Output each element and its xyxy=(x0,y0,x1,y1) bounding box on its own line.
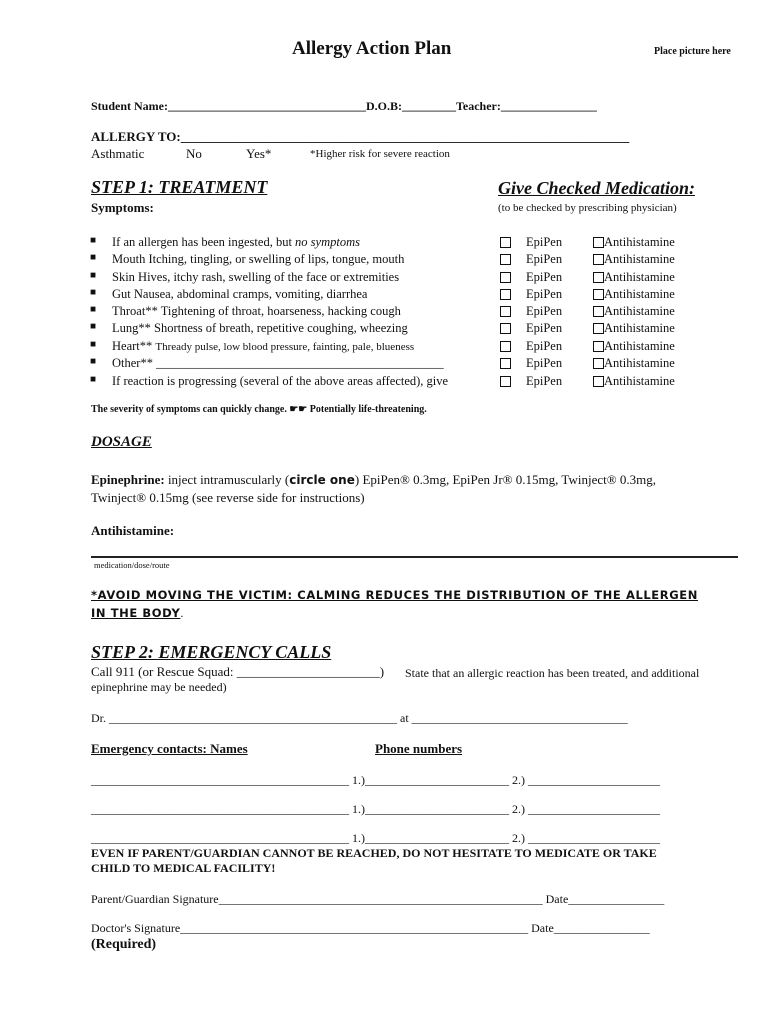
picture-placeholder: Place picture here xyxy=(654,46,731,57)
contact-row[interactable]: ___________________________________________ 1.)________________________ 2.) ______________________ xyxy=(91,831,660,845)
epinephrine-label: Epinephrine: xyxy=(91,472,165,487)
antihistamine-checkbox[interactable] xyxy=(593,358,604,369)
symptom-text: Mouth Itching, tingling, or swelling of lips, tongue, mouth xyxy=(112,252,405,266)
epipen-label: EpiPen xyxy=(526,235,563,249)
medicate-notice-2: CHILD TO MEDICAL FACILITY! xyxy=(91,861,276,875)
medicate-notice: EVEN IF PARENT/GUARDIAN CANNOT BE REACHED, DO NOT HESITATE TO MEDICATE OR TAKE xyxy=(91,846,657,860)
symptom-text: Throat** Tightening of throat, hoarseness, hacking cough xyxy=(112,304,401,318)
symptom-emphasis: no symptoms xyxy=(295,235,360,249)
risk-note: *Higher risk for severe reaction xyxy=(310,148,450,160)
epinephrine-text: inject intramuscularly ( xyxy=(164,472,290,487)
epipen-checkbox[interactable] xyxy=(500,341,511,352)
symptom-detail: Thready pulse, low blood pressure, fainting, pale, blueness xyxy=(155,341,415,353)
route-note: medication/dose/route xyxy=(94,560,170,570)
required-label: (Required) xyxy=(91,937,157,952)
severity-note: The severity of symptoms can quickly change. ☛☛ Potentially life-threatening. xyxy=(91,404,427,415)
antihistamine-checkbox[interactable] xyxy=(593,237,604,248)
epinephrine-doses: ) EpiPen® 0.3mg, EpiPen Jr® 0.15mg, Twinject® 0.3mg, xyxy=(354,472,656,487)
symptom-text: Heart** xyxy=(112,339,156,353)
bullet-icon: ■ xyxy=(90,287,97,298)
doctor-line[interactable]: Dr. ________________________________________________ at ____________________________________ xyxy=(91,711,628,725)
symptom-text: Gut Nausea, abdominal cramps, vomiting, diarrhea xyxy=(112,287,368,301)
symptom-text: Skin Hives, itchy rash, swelling of the face or extremities xyxy=(112,270,400,284)
epipen-checkbox[interactable] xyxy=(500,272,511,283)
antihistamine-label: Antihistamine xyxy=(604,287,675,301)
student-info-line[interactable]: Student Name:_________________________________D.O.B:_________Teacher:________________ xyxy=(91,99,597,113)
asthmatic-no[interactable]: No xyxy=(186,146,202,161)
antihistamine-label: Antihistamine xyxy=(604,252,675,266)
antihistamine-label: Antihistamine xyxy=(604,374,675,388)
contact-row[interactable]: ___________________________________________ 1.)________________________ 2.) ______________________ xyxy=(91,802,660,816)
epipen-checkbox[interactable] xyxy=(500,237,511,248)
antihistamine-checkbox[interactable] xyxy=(593,254,604,265)
emergency-contacts-label: Emergency contacts: Names xyxy=(91,741,248,756)
antihistamine-label: Antihistamine xyxy=(604,304,675,318)
epipen-label: EpiPen xyxy=(526,321,563,335)
parent-signature-line[interactable]: Parent/Guardian Signature______________________________________________________ Date________________ xyxy=(91,892,665,906)
epinephrine-line xyxy=(91,472,656,488)
antihistamine-checkbox[interactable] xyxy=(593,272,604,283)
circle-one-text: circle one xyxy=(289,473,355,487)
doctor-signature-line[interactable]: Doctor's Signature__________________________________________________________ Date________________ xyxy=(91,921,650,935)
bullet-icon: ■ xyxy=(90,235,97,246)
symptom-text: If an allergen has been ingested, but xyxy=(112,235,296,249)
bullet-icon: ■ xyxy=(90,339,97,350)
epipen-label: EpiPen xyxy=(526,287,563,301)
allergy-to-line[interactable]: ALLERGY TO:_____________________________________________________________________ xyxy=(91,129,630,144)
epipen-label: EpiPen xyxy=(526,270,563,284)
epipen-label: EpiPen xyxy=(526,356,563,370)
epipen-label: EpiPen xyxy=(526,304,563,318)
medication-heading: Give Checked Medication: xyxy=(498,178,695,198)
epipen-checkbox[interactable] xyxy=(500,306,511,317)
epipen-label: EpiPen xyxy=(526,339,563,353)
bullet-icon: ■ xyxy=(90,374,97,385)
page-title: Allergy Action Plan xyxy=(292,38,452,59)
asthmatic-yes[interactable]: Yes* xyxy=(246,146,272,161)
antihistamine-checkbox[interactable] xyxy=(593,323,604,334)
epipen-checkbox[interactable] xyxy=(500,254,511,265)
symptom-text[interactable]: Other** ______________________________________________ xyxy=(112,356,444,370)
antihistamine-field[interactable] xyxy=(91,556,738,558)
asthmatic-label: Asthmatic xyxy=(91,146,145,161)
bullet-icon: ■ xyxy=(90,304,97,315)
symptoms-label: Symptoms: xyxy=(91,200,154,215)
antihistamine-checkbox[interactable] xyxy=(593,341,604,352)
step2-heading: STEP 2: EMERGENCY CALLS xyxy=(91,642,332,662)
call-note: State that an allergic reaction has been treated, and additional xyxy=(405,666,700,680)
antihistamine-label: Antihistamine xyxy=(604,270,675,284)
antihistamine-checkbox[interactable] xyxy=(593,376,604,387)
step1-heading: STEP 1: TREATMENT xyxy=(91,177,268,197)
avoid-moving-warning: *AVOID MOVING THE VICTIM: CALMING REDUCES THE DISTRIBUTION OF THE ALLERGEN xyxy=(91,588,698,602)
call-911-line[interactable]: Call 911 (or Rescue Squad: ______________________) xyxy=(91,664,385,679)
antihistamine-label: Antihistamine xyxy=(604,235,675,249)
antihistamine-label: Antihistamine xyxy=(604,356,675,370)
warning-period: . xyxy=(180,606,184,620)
antihistamine-label: Antihistamine: xyxy=(91,523,175,538)
antihistamine-label: Antihistamine xyxy=(604,321,675,335)
epipen-checkbox[interactable] xyxy=(500,358,511,369)
epipen-label: EpiPen xyxy=(526,252,563,266)
epipen-label: EpiPen xyxy=(526,374,563,388)
dosage-heading: DOSAGE xyxy=(91,434,152,450)
antihistamine-checkbox[interactable] xyxy=(593,306,604,317)
avoid-moving-warning-2 xyxy=(91,604,183,622)
epipen-checkbox[interactable] xyxy=(500,289,511,300)
bullet-icon: ■ xyxy=(90,356,97,367)
medication-note: (to be checked by prescribing physician) xyxy=(498,202,677,214)
bullet-icon: ■ xyxy=(90,321,97,332)
symptom-text: If reaction is progressing (several of the above areas affected), give xyxy=(112,374,449,388)
warning-line-2: IN THE BODY xyxy=(91,606,181,620)
epipen-checkbox[interactable] xyxy=(500,376,511,387)
bullet-icon: ■ xyxy=(90,270,97,281)
antihistamine-label: Antihistamine xyxy=(604,339,675,353)
epipen-checkbox[interactable] xyxy=(500,323,511,334)
bullet-icon: ■ xyxy=(90,252,97,263)
call-note-2: epinephrine may be needed) xyxy=(91,680,227,694)
antihistamine-checkbox[interactable] xyxy=(593,289,604,300)
phone-numbers-label: Phone numbers xyxy=(375,741,463,756)
epinephrine-line-2: Twinject® 0.15mg (see reverse side for instructions) xyxy=(91,490,365,505)
symptom-text: Lung** Shortness of breath, repetitive coughing, wheezing xyxy=(112,321,408,335)
contact-row[interactable]: ___________________________________________ 1.)________________________ 2.) ______________________ xyxy=(91,773,660,787)
